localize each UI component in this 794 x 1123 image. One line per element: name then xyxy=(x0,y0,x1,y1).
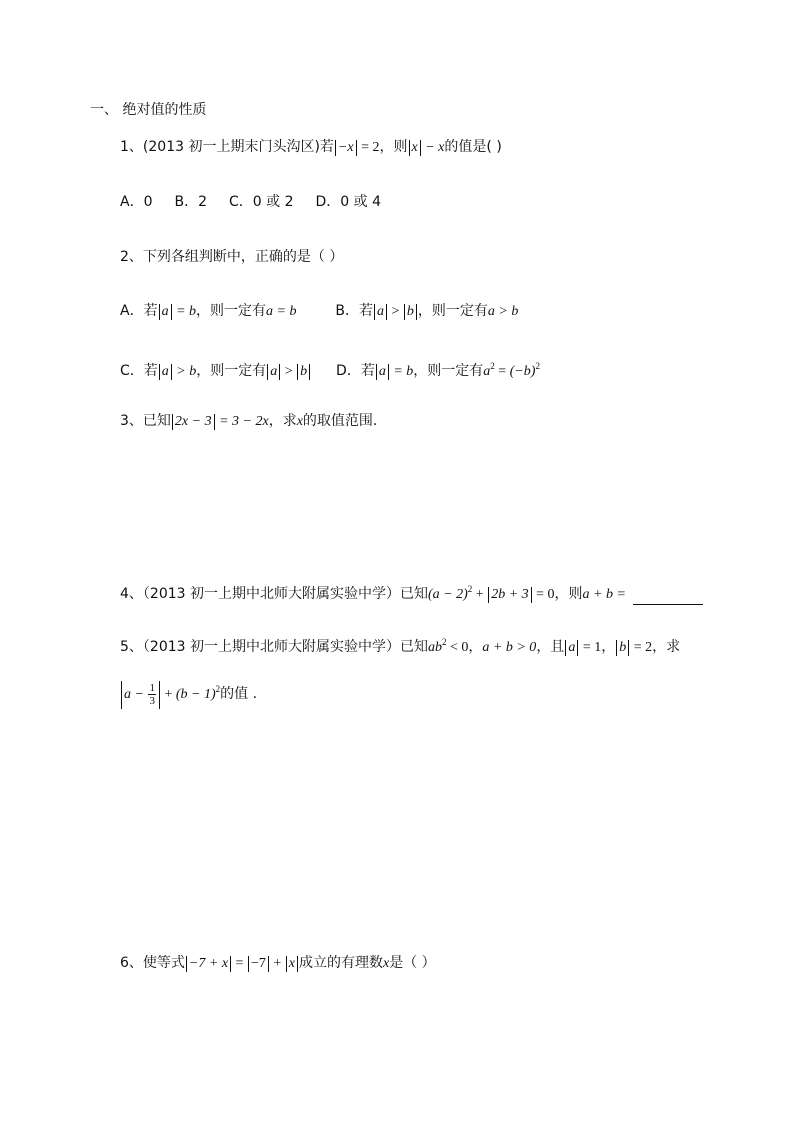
q2-options-cd xyxy=(120,356,540,382)
q2-option-c[interactable]: C．若 a > b，则一定有 a > b xyxy=(120,363,316,379)
q2-options-ab xyxy=(120,301,518,322)
q1-equation: −x = 2 xyxy=(334,140,380,155)
section-heading xyxy=(90,100,206,120)
q5-expression-line: a − $\frac{1}{3}$ + $(b - 1)^2$的值 . xyxy=(120,674,257,710)
q5-condition-2: a + b > 0 xyxy=(482,640,537,655)
question-2 xyxy=(120,247,343,267)
q1-number: 1、 xyxy=(120,139,143,155)
q1-expression: x − x xyxy=(408,140,445,155)
question-4: 4、（2013 初一上期中北师大附属实验中学）已知$(a - 2)^2 + 2b + 3 = 0$，则a + b = xyxy=(120,579,703,605)
question-6: 6、使等式 −7 + x = −7 + x 成立的有理数x是（ ） xyxy=(120,955,436,971)
q2-text: 2、下列各组判断中，正确的是（ ） xyxy=(120,249,344,265)
question-5: 5、（2013 初一上期中北师大附属实验中学）已知$ab^2 < 0$，a + b > 0，且 a = 1， b = 2，求 xyxy=(120,637,681,655)
question-3: 3、已知 2x − 3 = 3 − 2x，求x的取值范围. xyxy=(120,413,378,429)
q1-option-d[interactable]: D．0 或 4 xyxy=(315,194,381,210)
q6-equation: −7 + x = −7 + x xyxy=(185,956,299,971)
q4-answer-blank[interactable] xyxy=(633,590,703,605)
question-1: 1、(2013 初一上期末门头沟区)若 −x = 2，则 x − x的值是( ) xyxy=(120,139,502,155)
section-title: 一、 绝对值的性质 xyxy=(90,102,207,118)
q1-option-b[interactable]: B．2 xyxy=(174,194,207,210)
q2-option-b[interactable]: B．若 a > b ，则一定有a > b xyxy=(335,303,519,319)
q5-condition-1: $ab^2 < 0$ xyxy=(428,637,469,655)
q1-option-a[interactable]: A．0 xyxy=(120,194,153,210)
q1-option-c[interactable]: C．0 或 2 xyxy=(229,194,294,210)
q2-option-a[interactable]: A．若 a = b，则一定有a = b xyxy=(120,303,297,319)
q1-source: (2013 初一上期末门头沟区)若 xyxy=(142,139,334,155)
q3-equation: 2x − 3 = 3 − 2x xyxy=(171,414,269,429)
q5-condition-4: b = 2 xyxy=(615,640,652,655)
q2-option-d[interactable]: D．若 a = b，则一定有$a^2 = (-b)^2$ xyxy=(336,361,540,379)
q4-equation: $(a - 2)^2 + 2b + 3 = 0$ xyxy=(428,584,555,602)
q5-expression: a − $\frac{1}{3}$ + $(b - 1)^2$ xyxy=(120,687,220,702)
q5-condition-3: a = 1 xyxy=(564,640,601,655)
q5-fraction: $\frac{1}{3}$ xyxy=(149,682,155,708)
q1-options xyxy=(120,192,381,212)
